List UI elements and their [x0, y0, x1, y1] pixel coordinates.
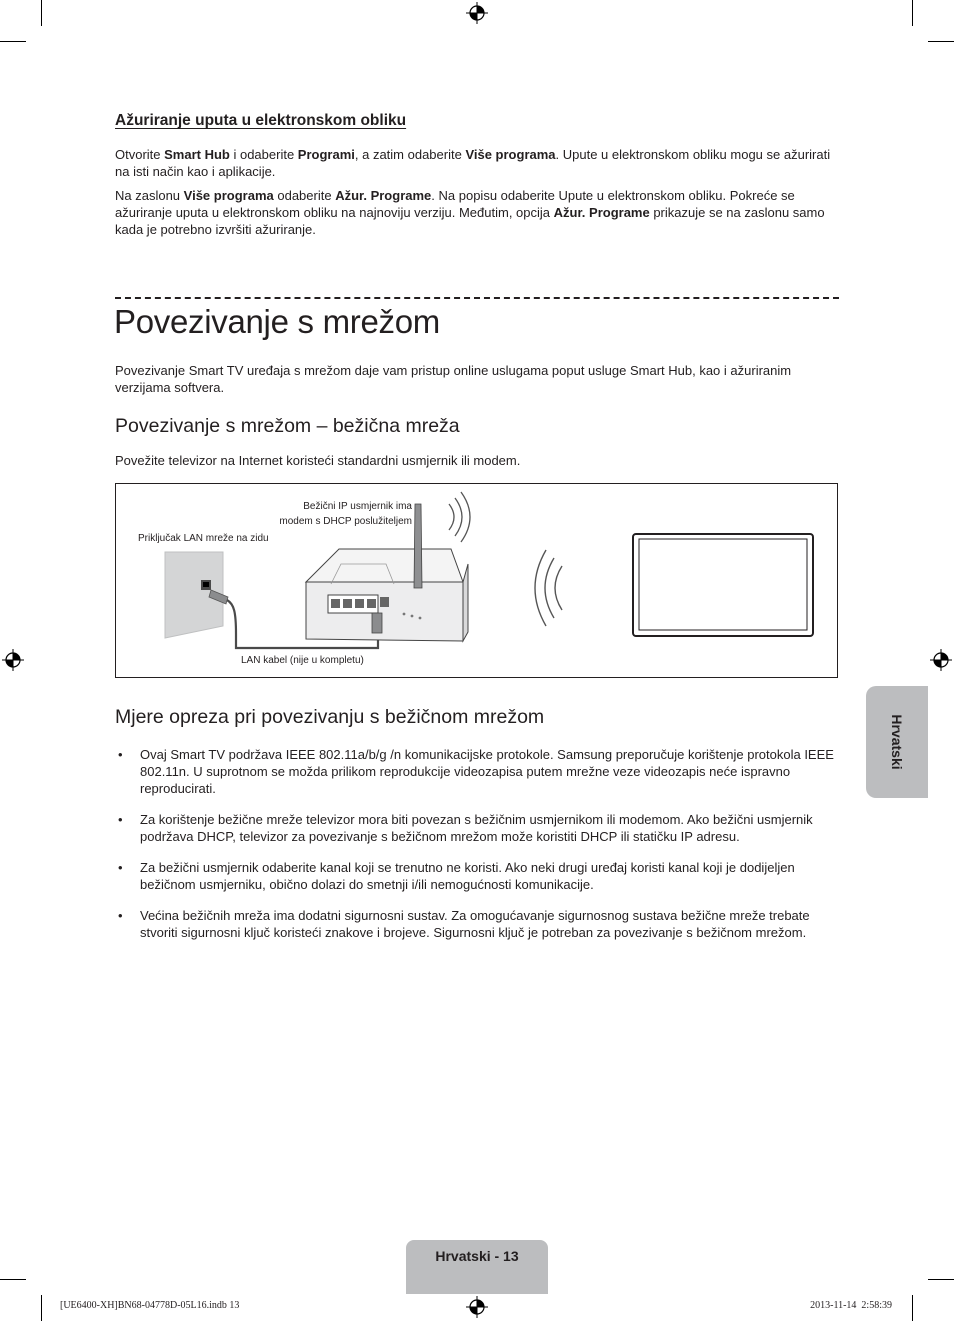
bullet: •	[118, 812, 123, 827]
network-diagram-illustration	[116, 484, 837, 677]
crop-mark	[0, 1279, 26, 1280]
registration-mark-icon	[466, 2, 488, 24]
page-number-tab	[406, 1240, 548, 1294]
precautions-list	[115, 746, 839, 955]
crop-mark	[928, 1279, 954, 1280]
text-run: , a zatim odaberite	[354, 147, 466, 162]
registration-mark-icon	[2, 649, 24, 671]
language-side-tab-label: Hrvatski	[889, 714, 905, 770]
wireless-heading: Povezivanje s mrežom – bežična mreža	[115, 415, 460, 437]
text-run: odaberite	[273, 188, 336, 203]
crop-mark	[0, 41, 26, 42]
bullet: •	[118, 860, 123, 875]
list-item	[115, 859, 839, 893]
list-item-text: Za korištenje bežične mreže televizor mora biti povezan s bežičnim usmjernikom ili modemom. Ako bežični usmjernik podržava DHCP, televizor za povezivanje s bežičnom mrežom može koristiti DHCP ili statičku IP adresu.	[140, 812, 813, 844]
text-run: Na zaslonu	[115, 188, 184, 203]
text-run: Otvorite	[115, 147, 165, 162]
list-item-text: Većina bežičnih mreža ima dodatni sigurnosni sustav. Za omogućavanje sigurnosnog sustava bežične mreže trebate stvoriti sigurnosni ključ koristeći znakove i brojeve. Sigurnosni ključ je potreban za povezivanje s bežičnom mrežom.	[140, 908, 810, 940]
network-diagram	[115, 483, 838, 678]
bold-term: Više programa	[183, 188, 274, 203]
bold-term: Više programa	[465, 147, 556, 162]
text-run: . Na popisu odaberite Upute u elektronskom obliku. Pokreće se ažuriranje uputa u elektronskom obliku na najnoviju verziju. Međutim, opcija	[115, 188, 795, 220]
page-number: Hrvatski - 13	[435, 1248, 519, 1264]
crop-mark	[912, 1295, 913, 1321]
wireless-text: Povežite televizor na Internet koristeći standardni usmjernik ili modem.	[115, 453, 521, 468]
registration-mark-icon	[466, 1296, 488, 1318]
bullet: •	[118, 908, 123, 923]
page-title: Povezivanje s mrežom	[114, 303, 440, 340]
list-item	[115, 811, 839, 845]
bold-term: Ažur. Programe	[335, 188, 432, 203]
crop-mark	[912, 0, 913, 26]
precautions-heading: Mjere opreza pri povezivanju s bežičnom mrežom	[115, 706, 545, 728]
list-item	[115, 907, 839, 941]
footer-timestamp: 2013-11-14 2:58:39	[810, 1300, 892, 1311]
bullet: •	[118, 747, 123, 762]
text-run: prikazuje se na zaslonu samo kada je potrebno izvršiti ažuriranje.	[115, 205, 825, 237]
wall-port-label: Priključak LAN mreže na zidu	[138, 533, 269, 544]
router-label-2: modem s DHCP poslužiteljem	[279, 516, 412, 527]
bold-term: Ažur. Programe	[553, 205, 650, 220]
bold-term: Smart Hub	[164, 147, 230, 162]
update-paragraph-1	[115, 146, 835, 180]
section-divider	[115, 297, 839, 299]
cable-label: LAN kabel (nije u kompletu)	[241, 655, 364, 666]
list-item	[115, 746, 839, 797]
intro-paragraph: Povezivanje Smart TV uređaja s mrežom daje vam pristup online uslugama poput usluge Smart Hub, kao i ažuriranim verzijama softvera.	[115, 363, 792, 395]
update-heading: Ažuriranje uputa u elektronskom obliku	[115, 112, 407, 129]
update-paragraph-2	[115, 187, 835, 238]
router-label-1: Bežični IP usmjernik ima	[303, 501, 412, 512]
list-item-text: Za bežični usmjernik odaberite kanal koji se trenutno ne koristi. Ako neki drugi uređaj koristi kanal koji je dodijeljen bežičnom usmjerniku, obično dolazi do smetnji i/ili nemogućnosti komunikacije.	[140, 860, 795, 892]
language-side-tab	[866, 686, 928, 798]
crop-mark	[41, 1295, 42, 1321]
list-item-text: Ovaj Smart TV podržava IEEE 802.11a/b/g /n komunikacijske protokole. Samsung preporučuje korištenje protokola IEEE 802.11n. U suprotnom se možda prilikom reprodukcije videozapisa putem mrežne veze videozapis neće ispravno reproducirati.	[140, 747, 834, 796]
bold-term: Programi	[297, 147, 355, 162]
text-run: . Upute u elektronskom obliku mogu se ažurirati na isti način kao i aplikacije.	[115, 147, 831, 179]
registration-mark-icon	[930, 649, 952, 671]
crop-mark	[928, 41, 954, 42]
footer-file-info: [UE6400-XH]BN68-04778D-05L16.indb 13	[60, 1300, 240, 1311]
text-run: i odaberite	[229, 147, 298, 162]
crop-mark	[41, 0, 42, 26]
